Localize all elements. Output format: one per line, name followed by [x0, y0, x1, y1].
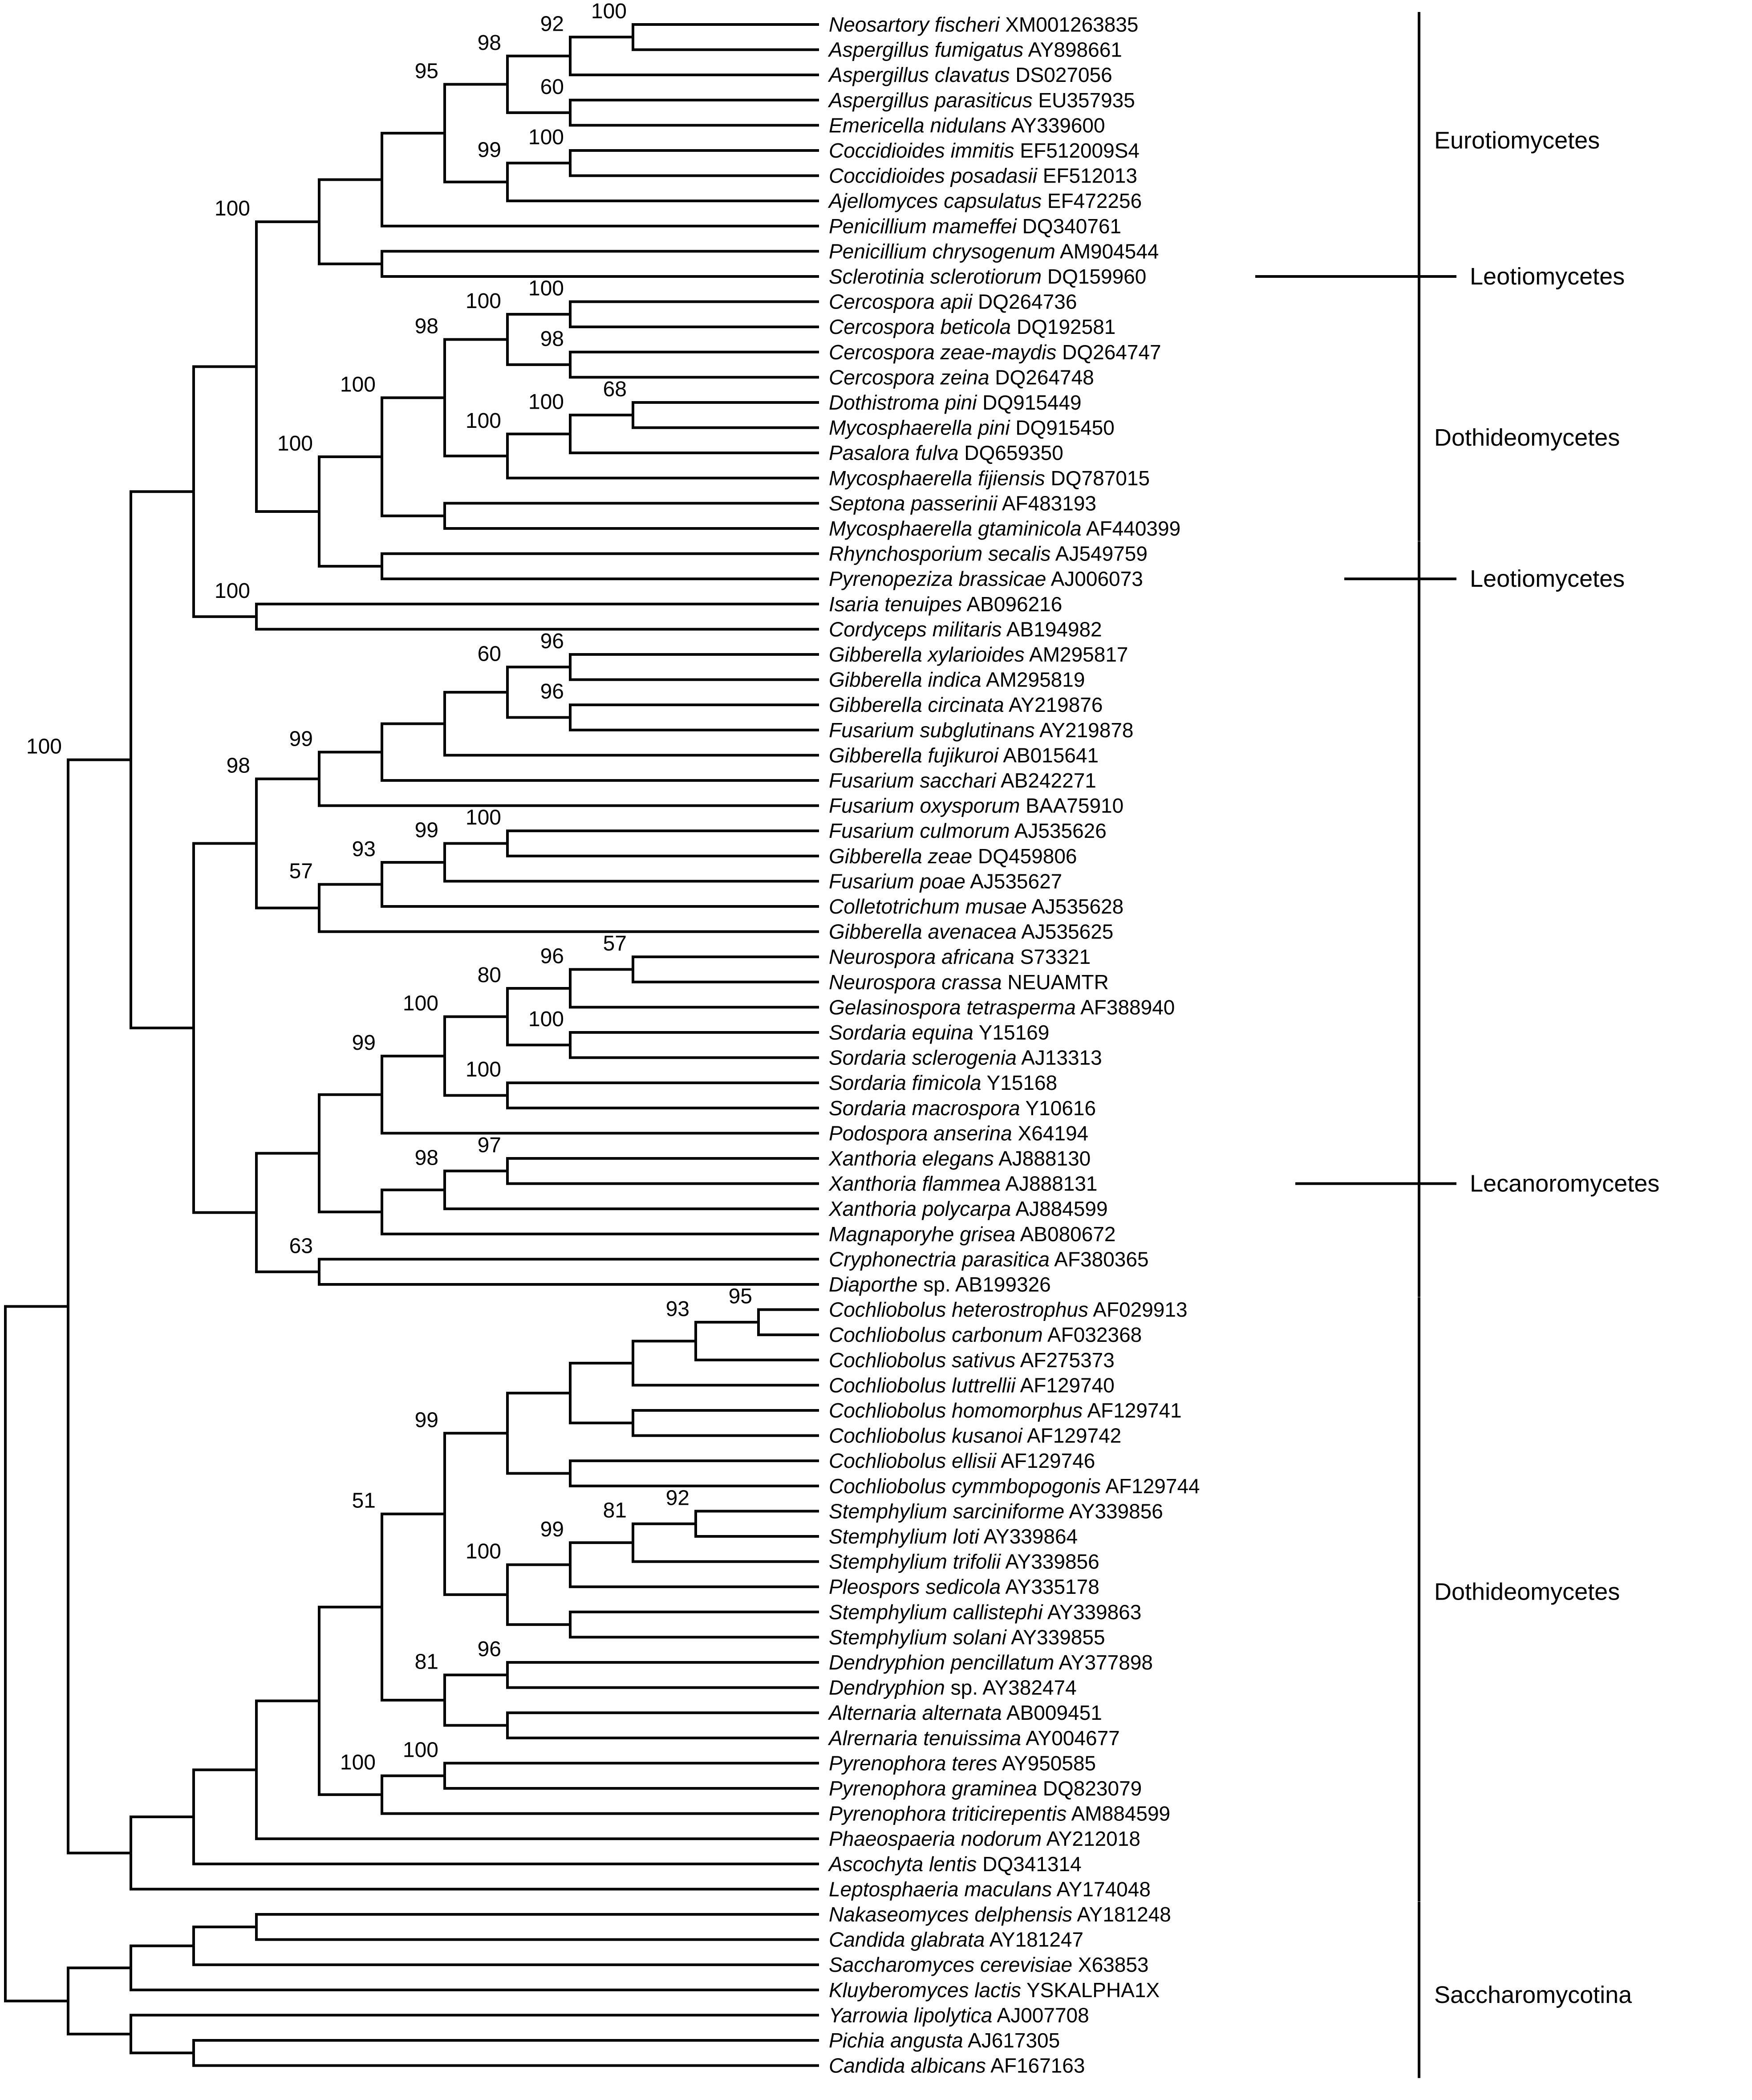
- taxon-label: Phaeospaeria nodorum AY212018: [829, 1827, 1140, 1851]
- taxon-label: Cochliobolus luttrellii AF129740: [829, 1373, 1115, 1397]
- support-value: 100: [214, 579, 250, 603]
- taxon-label: Cochliobolus carbonum AF032368: [829, 1323, 1142, 1347]
- support-value: 100: [465, 1058, 501, 1082]
- support-value: 98: [477, 31, 501, 55]
- taxon-label: Penicillium mameffei DQ340761: [829, 214, 1122, 238]
- taxon-label: Sclerotinia sclerotiorum DQ159960: [829, 265, 1147, 288]
- taxon-label: Isaria tenuipes AB096216: [829, 592, 1063, 616]
- clade-label-leotiomycetes: Leotiomycetes: [1470, 565, 1625, 593]
- taxon-label: Mycosphaerella pini DQ915450: [829, 416, 1115, 439]
- taxon-label: Fusarium subglutinans AY219878: [829, 718, 1134, 742]
- taxon-label: Cercospora zeina DQ264748: [829, 366, 1094, 389]
- support-value: 96: [477, 1637, 501, 1661]
- taxon-label: Stemphylium callistephi AY339863: [829, 1600, 1142, 1624]
- support-value: 100: [528, 390, 564, 414]
- taxon-label: Aspergillus parasiticus EU357935: [829, 88, 1135, 112]
- support-value: 100: [528, 126, 564, 149]
- clade-label-saccharomycotina: Saccharomycotina: [1434, 1982, 1632, 2009]
- support-value: 100: [214, 197, 250, 221]
- support-value: 95: [728, 1284, 752, 1308]
- taxon-label: Colletotrichum musae AJ535628: [829, 895, 1124, 918]
- taxon-label: Saccharomyces cerevisiae X63853: [829, 1953, 1149, 1977]
- taxon-label: Stemphylium loti AY339864: [829, 1525, 1078, 1548]
- taxon-label: Ajellomyces capsulatus EF472256: [829, 189, 1142, 213]
- taxon-label: Emericella nidulans AY339600: [829, 114, 1105, 137]
- support-value: 60: [477, 642, 501, 666]
- taxon-label: Ascochyta lentis DQ341314: [829, 1852, 1082, 1876]
- taxon-label: Cryphonectria parasitica AF380365: [829, 1247, 1149, 1271]
- taxon-label: Gibberella avenacea AJ535625: [829, 920, 1114, 943]
- support-value: 97: [477, 1133, 501, 1157]
- taxon-label: Dendryphion pencillatum AY377898: [829, 1651, 1153, 1674]
- taxon-label: Gibberella indica AM295819: [829, 668, 1085, 691]
- taxon-label: Dothistroma pini DQ915449: [829, 391, 1082, 414]
- support-value: 68: [603, 378, 627, 401]
- support-value: 57: [289, 859, 313, 883]
- support-value: 99: [477, 138, 501, 162]
- support-value: 99: [540, 1518, 564, 1542]
- support-value: 99: [414, 1408, 438, 1432]
- taxon-label: Fusarium culmorum AJ535626: [829, 819, 1107, 843]
- taxon-label: Alrernaria tenuissima AY004677: [829, 1726, 1120, 1750]
- taxon-label: Nakaseomyces delphensis AY181248: [829, 1903, 1171, 1926]
- taxon-label: Stemphylium solani AY339855: [829, 1625, 1105, 1649]
- taxon-label: Sordaria sclerogenia AJ13313: [829, 1046, 1102, 1069]
- taxon-label: Gibberella xylarioides AM295817: [829, 643, 1128, 666]
- support-value: 100: [402, 1738, 438, 1762]
- taxon-label: Cochliobolus heterostrophus AF029913: [829, 1298, 1188, 1321]
- support-value: 99: [289, 727, 313, 751]
- support-value: 100: [465, 1539, 501, 1564]
- support-value: 99: [414, 818, 438, 842]
- taxon-label: Dendryphion sp. AY382474: [829, 1676, 1077, 1699]
- taxon-label: Xanthoria polycarpa AJ884599: [829, 1197, 1108, 1221]
- support-value: 98: [414, 1146, 438, 1170]
- support-value: 100: [465, 409, 501, 433]
- taxon-label: Alternaria alternata AB009451: [829, 1701, 1102, 1725]
- support-value: 93: [665, 1297, 689, 1321]
- taxon-label: Cercospora apii DQ264736: [829, 290, 1077, 313]
- support-value: 100: [277, 432, 313, 456]
- taxon-label: Candida albicans AF167163: [829, 2054, 1085, 2077]
- support-value: 95: [414, 59, 438, 83]
- taxon-label: Gibberella fujikuroi AB015641: [829, 743, 1099, 767]
- clade-label-dothideomycetes: Dothideomycetes: [1434, 424, 1620, 451]
- support-value: 100: [591, 0, 627, 23]
- taxon-label: Pyrenophora teres AY950585: [829, 1751, 1096, 1775]
- support-value: 100: [402, 991, 438, 1015]
- taxon-label: Fusarium oxysporum BAA75910: [829, 794, 1124, 817]
- support-value: 100: [528, 276, 564, 301]
- clade-label-leotiomycetes: Leotiomycetes: [1470, 263, 1625, 290]
- support-value: 92: [540, 12, 564, 36]
- taxon-label: Stemphylium sarciniforme AY339856: [829, 1499, 1163, 1523]
- support-value: 99: [352, 1031, 376, 1055]
- taxon-label: Cochliobolus cymmbopogonis AF129744: [829, 1474, 1200, 1498]
- taxon-label: Cercospora beticola DQ192581: [829, 315, 1116, 339]
- support-value: 100: [465, 806, 501, 830]
- taxon-label: Coccidioides posadasii EF512013: [829, 164, 1137, 187]
- support-value: 93: [352, 837, 376, 861]
- taxon-label: Stemphylium trifolii AY339856: [829, 1550, 1099, 1573]
- taxon-label: Neurospora africana S73321: [829, 945, 1091, 969]
- taxon-label: Cochliobolus kusanoi AF129742: [829, 1424, 1122, 1447]
- taxon-label: Cochliobolus homomorphus AF129741: [829, 1399, 1182, 1422]
- taxon-label: Pyrenophora triticirepentis AM884599: [829, 1802, 1171, 1825]
- support-value: 98: [226, 754, 250, 778]
- taxon-label: Leptosphaeria maculans AY174048: [829, 1877, 1151, 1901]
- support-value: 100: [340, 1751, 376, 1775]
- support-value: 81: [603, 1499, 627, 1523]
- taxon-label: Fusarium sacchari AB242271: [829, 769, 1096, 792]
- taxon-label: Pichia angusta AJ617305: [829, 2029, 1060, 2052]
- taxon-label: Neurospora crassa NEUAMTR: [829, 970, 1109, 994]
- taxon-label: Yarrowia lipolytica AJ007708: [829, 2003, 1089, 2027]
- support-value: 92: [665, 1486, 689, 1510]
- taxon-label: Pyrenophora graminea DQ823079: [829, 1777, 1142, 1800]
- taxon-label: Cochliobolus ellisii AF129746: [829, 1449, 1095, 1473]
- taxon-label: Pyrenopeziza brassicae AJ006073: [829, 567, 1143, 591]
- support-value: 57: [603, 932, 627, 956]
- support-value: 96: [540, 680, 564, 704]
- taxon-label: Sordaria equina Y15169: [829, 1021, 1050, 1044]
- support-value: 80: [477, 963, 501, 987]
- taxon-label: Mycosphaerella fijiensis DQ787015: [829, 466, 1150, 490]
- taxon-label: Cercospora zeae-maydis DQ264747: [829, 340, 1161, 364]
- taxon-label: Pleospors sedicola AY335178: [829, 1575, 1099, 1599]
- taxon-label: Kluyberomyces lactis YSKALPHA1X: [829, 1978, 1160, 2002]
- taxon-label: Aspergillus clavatus DS027056: [829, 63, 1112, 87]
- taxon-label: Podospora anserina X64194: [829, 1121, 1089, 1145]
- support-value: 96: [540, 944, 564, 968]
- support-value: 100: [26, 735, 62, 759]
- support-value: 100: [528, 1007, 564, 1031]
- taxon-label: Rhynchosporium secalis AJ549759: [829, 542, 1148, 565]
- support-value: 81: [414, 1650, 438, 1674]
- taxon-label: Candida glabrata AY181247: [829, 1928, 1084, 1951]
- taxon-label: Xanthoria elegans AJ888130: [829, 1147, 1091, 1170]
- taxon-label: Fusarium poae AJ535627: [829, 869, 1063, 893]
- taxon-label: Gibberella zeae DQ459806: [829, 844, 1077, 868]
- taxon-label: Pasalora fulva DQ659350: [829, 441, 1063, 465]
- taxon-label: Aspergillus fumigatus AY898661: [829, 38, 1122, 61]
- taxon-label: Septona passerinii AF483193: [829, 491, 1096, 515]
- clade-label-lecanoromycetes: Lecanoromycetes: [1470, 1170, 1660, 1197]
- support-value: 98: [540, 327, 564, 351]
- taxon-label: Sordaria fimicola Y15168: [829, 1071, 1058, 1095]
- support-value: 60: [540, 75, 564, 99]
- taxon-label: Diaporthe sp. AB199326: [829, 1273, 1051, 1296]
- support-value: 100: [465, 289, 501, 313]
- support-value: 63: [289, 1234, 313, 1258]
- taxon-label: Cochliobolus sativus AF275373: [829, 1348, 1115, 1372]
- taxon-label: Coccidioides immitis EF512009S4: [829, 139, 1140, 162]
- taxon-label: Gelasinospora tetrasperma AF388940: [829, 995, 1175, 1019]
- taxon-label: Xanthoria flammea AJ888131: [829, 1172, 1098, 1195]
- support-value: 96: [540, 630, 564, 653]
- taxon-label: Penicillium chrysogenum AM904544: [829, 240, 1159, 263]
- taxon-label: Gibberella circinata AY219876: [829, 693, 1103, 717]
- support-value: 98: [414, 314, 438, 338]
- taxon-label: Cordyceps militaris AB194982: [829, 617, 1102, 641]
- support-value: 100: [340, 373, 376, 397]
- clade-label-dothideomycetes: Dothideomycetes: [1434, 1578, 1620, 1605]
- taxon-label: Magnaporyhe grisea AB080672: [829, 1222, 1116, 1246]
- taxon-label: Mycosphaerella gtaminicola AF440399: [829, 517, 1181, 540]
- clade-label-eurotiomycetes: Eurotiomycetes: [1434, 127, 1600, 154]
- taxon-label: Sordaria macrospora Y10616: [829, 1096, 1096, 1120]
- taxon-label: Neosartory fischeri XM001263835: [829, 13, 1139, 36]
- support-value: 51: [352, 1489, 376, 1513]
